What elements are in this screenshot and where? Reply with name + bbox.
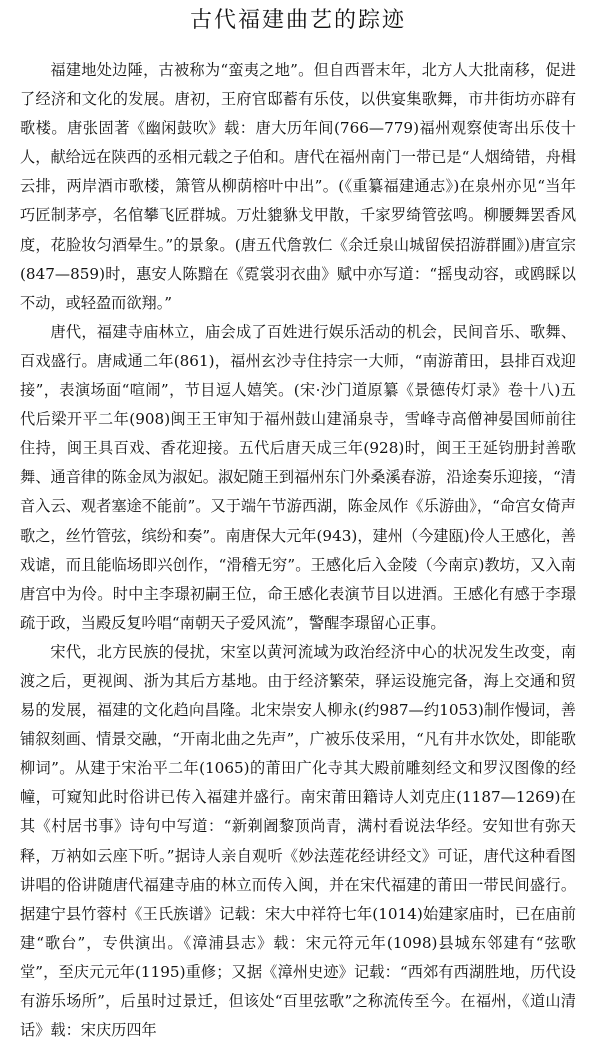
document-page [20,6,576,1045]
document-title: 古代福建曲艺的踪迹 [189,8,406,33]
paragraph-tang-background: 福建地处边陲，古被称为“蛮夷之地”。但自西晋末年，北方人大批南移，促进了经济和文化的发展。唐初，王府官邸蓄有乐伎，以供宴集歌舞，市井街坊亦辟有歌楼。唐张固著《幽闲鼓吹》载：唐大历年间(766—779)福州观察使寄出乐伎十人，献给远在陕西的丞相元载之子伯和。唐代在福州南门一带已是“人烟绮错，舟楫云排，两岸酒市歌楼，箫管从柳荫榕叶中出”。(《重纂福建通志》)在泉州亦见“当年巧匠制茅亭，名倌攀飞匠群城。万灶貔貅戈甲散，千家罗绮管弦鸣。柳腰舞罢香风度，花脸妆匀酒晕生。”的景象。(唐五代詹敦仁《余迁泉山城留侯招游群圃》)唐宣宗(847—859)时，惠安人陈黯在《霓裳羽衣曲》赋中亦写道：“摇曳动容，或鸥睬以不动，或轻盈而欲翔。” [20,61,576,312]
paragraph-tang-temples: 唐代，福建寺庙林立，庙会成了百姓进行娱乐活动的机会，民间音乐、歌舞、百戏盛行。唐咸通二年(861)，福州玄沙寺住持宗一大师，“南游莆田，县排百戏迎接”，表演场面“喧闹”，节目逗人嬉笑。(宋·沙门道原纂《景德传灯录》卷十八)五代后梁开平二年(908)闽王王审知于福州鼓山建涌泉寺，雪峰寺高僧神晏国师前往住持，闽王具百戏、香花迎接。五代后唐天成三年(928)时，闽王王延钧册封善歌舞、通音律的陈金凤为淑妃。淑妃随王到福州东门外桑溪春游，沿途奏乐迎接，“清音入云、观者塞途不能前”。又于端午节游西湖，陈金凤作《乐游曲》，“命宫女倚声歌之，丝竹管弦，缤纷和奏”。南唐保大元年(943)，建州（今建瓯)伶人王感化，善戏谑，而且能临场即兴创作，“滑稽无穷”。王感化后入金陵（今南京)教坊，又入南唐宫中为伶。时中主李璟初嗣王位，命王感化表演节目以进酒。王感化有感于李璟疏于政，当殿反复吟唱“南朝天子爱风流”，警醒李璟留心正事。 [20,322,576,632]
paragraph-song-dynasty: 宋代，北方民族的侵扰，宋室以黄河流域为政治经济中心的状况发生改变，南渡之后，更视闽、浙为其后方基地。由于经济繁荣，驿运设施完备，海上交通和贸易的发展，福建的文化趋向昌隆。北宋崇安人柳永(约987—约1053)制作慢词，善铺叙刻画、情景交融，“开南北曲之先声”，广被乐伎采用，“凡有井水饮处，即能歌柳词”。从建于宋治平二年(1065)的莆田广化寺其大殿前雕刻经文和罗汉图像的经幢，可窥知此时俗讲已传入福建并盛行。南宋莆田籍诗人刘克庄(1187—1269)在其《村居书事》诗句中写道：“新剃阇黎顶尚青，满村看说法华经。安知世有弥天释，万衲如云座下听。”据诗人亲自观听《妙法莲花经讲经文》可证，唐代这种看图讲唱的俗讲随唐代福建寺庙的林立而传入闽，并在宋代福建的莆田一带民间盛行。据建宁县竹蓉村《王氏族谱》记载：宋大中祥符七年(1014)始建家庙时，已在庙前建“歌台”，专供演出。《漳浦县志》载：宋元符元年(1098)县城东邻建有“弦歌堂”，至庆元元年(1195)重修；又据《漳州史迹》记载：“西郊有西湖胜地，历代设有游乐场所”，后虽时过景迁，但该处“百里弦歌”之称流传至今。在福州，《道山清话》载：宋庆历四年 [20,642,576,1040]
